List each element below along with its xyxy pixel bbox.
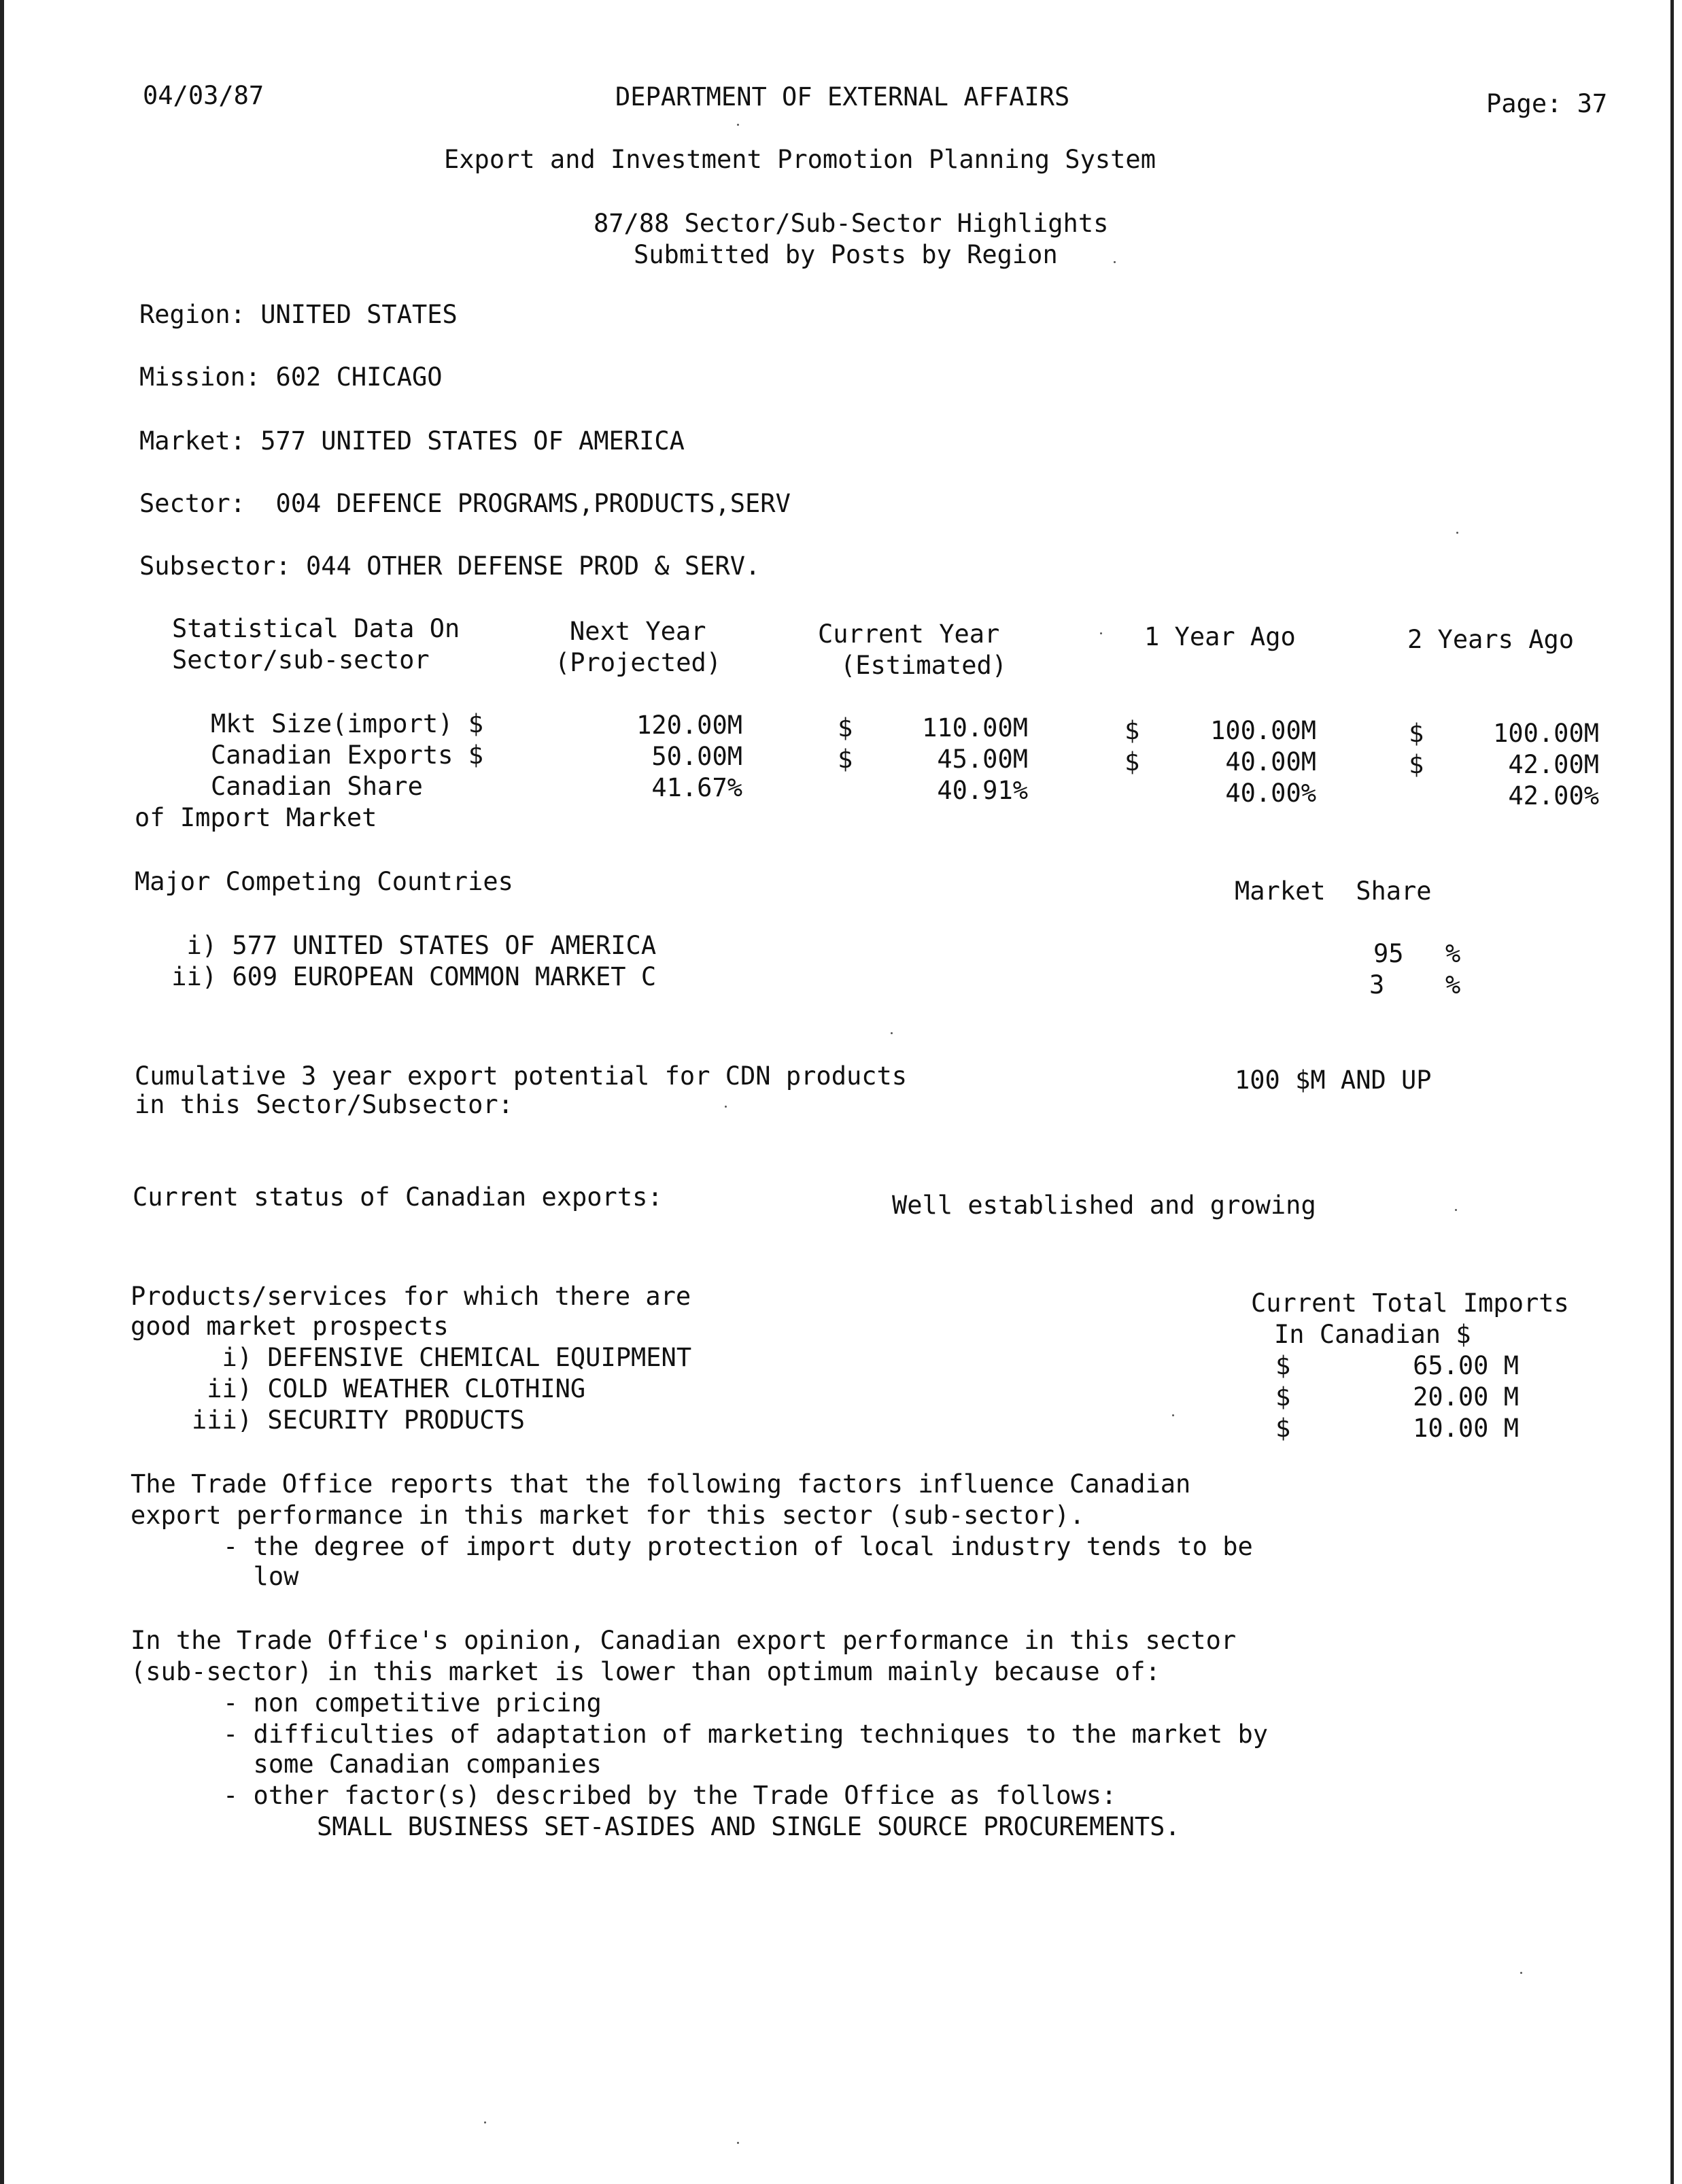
scan-speck [1114,261,1116,263]
percent-sign: % [1445,970,1461,1000]
stats-cell-next: 50.00M [651,742,742,771]
opinion-bullet: - other factor(s) described by the Trade Office as follows: [223,1781,1117,1810]
competitor-item: ii) 609 EUROPEAN COMMON MARKET C [156,962,657,991]
page-edge-left [0,0,4,2184]
competitors-heading: Major Competing Countries [135,867,513,896]
col-current-year: Current Year [818,619,1000,649]
report-title: 87/88 Sector/Sub-Sector Highlights [594,209,1109,238]
factor-bullet-cont: low [223,1562,299,1591]
opinion-bullet: - difficulties of adaptation of marketing techniques to the market by [223,1720,1269,1749]
stats-cell-1-year-ago: 40.00% [1225,779,1316,808]
stats-header-label: Statistical Data On [172,614,460,643]
export-status-value: Well established and growing [892,1191,1316,1220]
stats-cell-sign: $ [838,713,853,743]
export-potential-label-2: in this Sector/Subsector: [135,1090,513,1119]
sector-field: Sector: 004 DEFENCE PROGRAMS,PRODUCTS,SERV [139,489,791,518]
col-next-year: Next Year [570,617,706,646]
product-item: iii) SECURITY PRODUCTS [192,1405,526,1435]
stats-cell-2-years-ago: 42.00% [1508,781,1599,811]
opinion-bullet-cont: some Canadian companies [223,1750,602,1779]
stats-cell-sign: $ [1409,719,1424,748]
product-item: ii) COLD WEATHER CLOTHING [192,1374,586,1403]
scan-speck [1456,532,1458,534]
stats-cell-sign: $ [1125,716,1140,745]
scan-speck [891,1032,893,1034]
department-name: DEPARTMENT OF EXTERNAL AFFAIRS [615,82,1070,112]
report-date: 04/03/87 [143,81,264,110]
stats-cell-2-years-ago: 100.00M [1493,719,1599,748]
opinion-paragraph: In the Trade Office's opinion, Canadian export performance in this sector [131,1626,1237,1655]
stats-cell-sign: $ [1409,750,1424,779]
subsector-field: Subsector: 044 OTHER DEFENSE PROD & SERV. [139,551,761,581]
opinion-bullet-detail: SMALL BUSINESS SET-ASIDES AND SINGLE SOURCE PROCUREMENTS. [317,1812,1180,1841]
system-name: Export and Investment Promotion Planning System [444,145,1156,174]
stats-cell-1-year-ago: 100.00M [1210,716,1316,745]
stats-row-label: Canadian Share [211,772,423,801]
region-field: Region: UNITED STATES [139,300,458,329]
product-import-value: 65.00 M [1413,1351,1519,1380]
page-edge-right [1670,0,1674,2184]
stats-cell-next: 41.67% [651,773,742,802]
currency-sign: $ [1275,1351,1291,1380]
scan-speck [737,124,739,126]
scan-speck [725,1106,727,1108]
stats-header-label-2: Sector/sub-sector [172,645,430,675]
scan-speck [484,2121,486,2123]
product-import-value: 20.00 M [1413,1382,1519,1412]
page-number: Page: 37 [1486,89,1608,118]
stats-cell-next: 120.00M [636,711,742,740]
product-import-value: 10.00 M [1413,1414,1519,1443]
stats-row-label: Canadian Exports $ [211,740,483,770]
currency-sign: $ [1275,1382,1291,1412]
col-current-year-sub: (Estimated) [840,651,1008,680]
col-1-year-ago: 1 Year Ago [1144,622,1296,651]
factors-paragraph-2: export performance in this market for this sector (sub-sector). [131,1501,1085,1530]
export-status-label: Current status of Canadian exports: [133,1182,663,1212]
stats-cell-current: 40.91% [937,776,1028,805]
export-potential-label: Cumulative 3 year export potential for CDN products [135,1061,908,1091]
stats-row-label-cont: of Import Market [135,803,377,832]
opinion-paragraph-2: (sub-sector) in this market is lower than optimum mainly because of: [131,1657,1161,1686]
stats-cell-current: 110.00M [922,713,1028,743]
currency-sign: $ [1275,1414,1291,1443]
opinion-bullet: - non competitive pricing [223,1688,602,1718]
competitor-share: 3 [1369,970,1385,1000]
stats-cell-sign: $ [838,745,853,774]
factors-paragraph: The Trade Office reports that the following factors influence Canadian [131,1469,1191,1499]
col-next-year-sub: (Projected) [555,648,722,677]
imports-column-heading: Current Total Imports [1251,1289,1569,1318]
percent-sign: % [1445,939,1461,968]
market-field: Market: 577 UNITED STATES OF AMERICA [139,426,685,456]
products-heading-2: good market prospects [131,1312,449,1341]
products-heading: Products/services for which there are [131,1282,691,1311]
export-potential-value: 100 $M AND UP [1235,1065,1432,1095]
report-subtitle: Submitted by Posts by Region [634,240,1058,269]
competitor-share: 95 [1373,939,1404,968]
scan-speck [737,2142,739,2144]
stats-cell-current: 45.00M [937,745,1028,774]
market-share-heading: Market Share [1235,876,1432,906]
stats-cell-1-year-ago: 40.00M [1225,747,1316,777]
scan-speck [1100,632,1102,634]
scan-speck [1172,1414,1174,1416]
imports-column-subheading: In Canadian $ [1274,1320,1471,1349]
competitor-item: i) 577 UNITED STATES OF AMERICA [156,931,657,960]
stats-cell-sign: $ [1125,747,1140,777]
mission-field: Mission: 602 CHICAGO [139,362,443,392]
col-2-years-ago: 2 Years Ago [1407,625,1575,654]
product-item: i) DEFENSIVE CHEMICAL EQUIPMENT [192,1343,692,1372]
stats-row-label: Mkt Size(import) $ [211,709,483,738]
factor-bullet: - the degree of import duty protection of local industry tends to be [223,1532,1253,1561]
stats-cell-2-years-ago: 42.00M [1508,750,1599,779]
scan-speck [1520,1972,1522,1974]
scan-speck [1455,1209,1457,1211]
